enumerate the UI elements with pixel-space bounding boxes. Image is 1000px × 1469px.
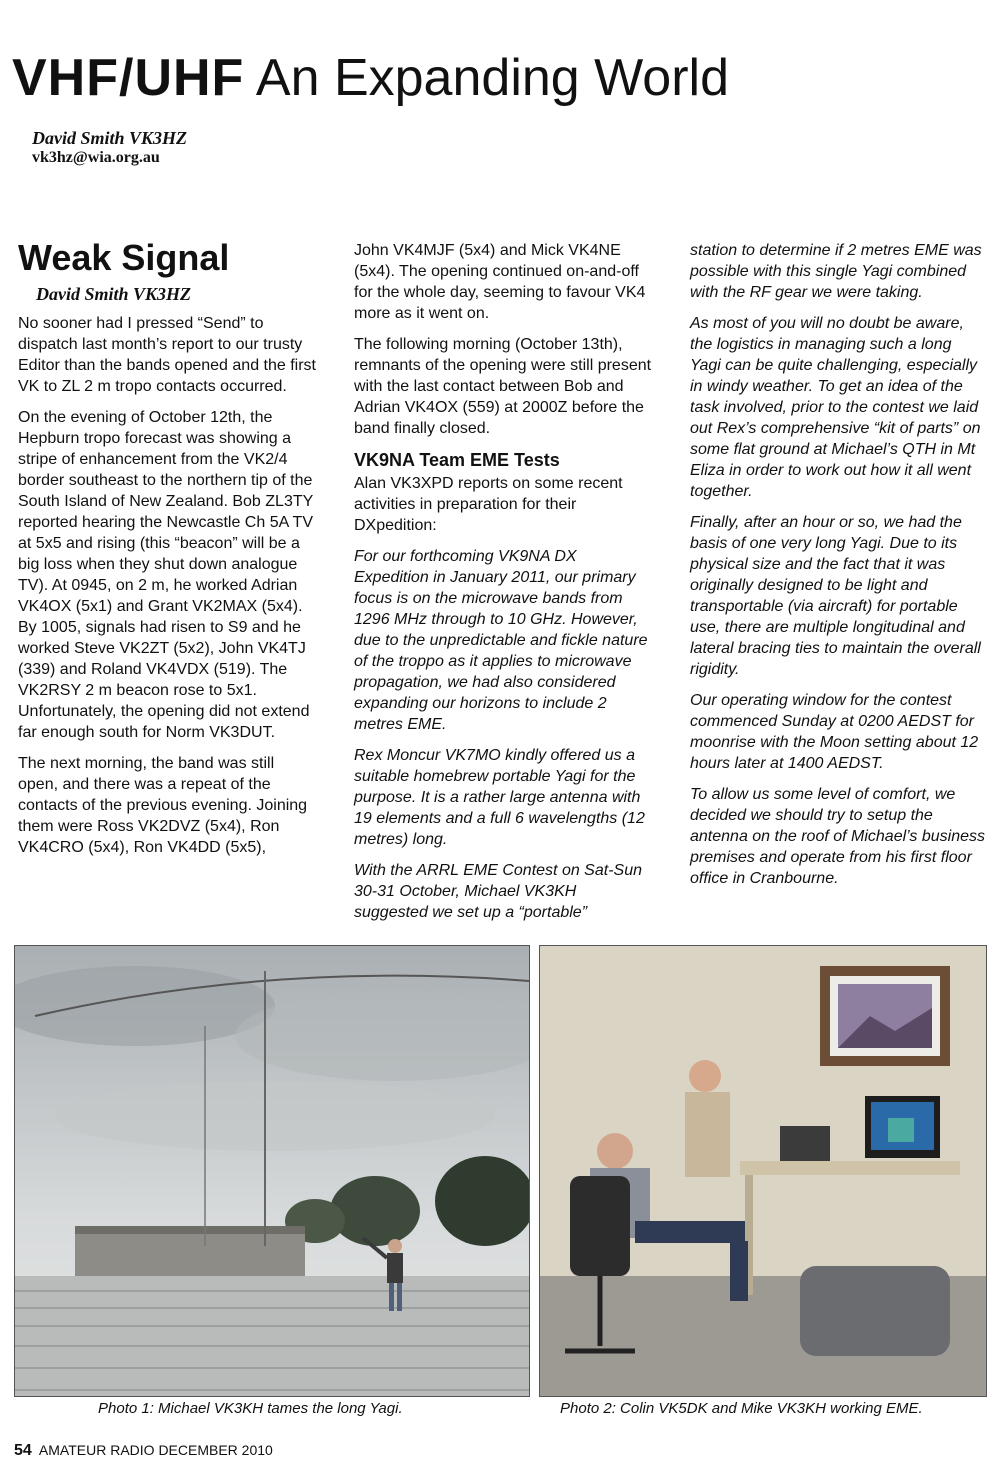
paragraph: Alan VK3XPD reports on some recent activities in preparation for their DXpedition: <box>354 475 623 534</box>
photo-2 <box>539 945 987 1397</box>
quote-paragraph: With the ARRL EME Contest on Sat-Sun 30-31 October, Michael VK3KH suggested we set up a “portable” <box>354 862 642 921</box>
paragraph: The following morning (October 13th), remnants of the opening were still present with the last contact between Bob and Adrian VK4OX (559) at 2000Z before the band finally closed. <box>354 336 652 437</box>
quote-paragraph: Our operating window for the contest commenced Sunday at 0200 AEDST for moonrise with the Moon setting about 12 hours later at 1400 AEDST. <box>690 692 979 772</box>
page-footer <box>14 1442 273 1460</box>
quote-paragraph: For our forthcoming VK9NA DX Expedition in January 2011, our primary focus is on the microwave bands from 1296 MHz through to 10 GHz. However, due to the unpredictable and fickle nature of the troppo as it applies to microwave propagation, we had also considered expanding our horizons to include 2 metres EME. <box>354 548 648 733</box>
byline-author: David Smith VK3HZ <box>32 128 188 148</box>
paragraph: No sooner had I pressed “Send” to dispatch last month’s report to our trusty Editor than the bands opened and the first VK to ZL 2 m tropo contacts occurred. <box>18 315 316 395</box>
photo-1-caption: Photo 1: Michael VK3KH tames the long Yagi. <box>98 1400 403 1417</box>
paragraph: On the evening of October 12th, the Hepburn tropo forecast was showing a stripe of enhancement from the VK2/4 border southeast to the northern tip of the South Island of New Zealand. Bob ZL3TY reported hearing the Newcastle Ch 5A TV at 5x5 and rising (this “beacon” will be a big loss when they shut down analogue TV). At 0945, on 2 m, he worked Adrian VK4OX (5x1) and Grant VK2MAX (5x4). By 1005, signals had risen to S9 and he worked Steve VK2ZT (5x2), John VK4TJ (339) and Roland VK4VDX (519). The VK2RSY 2 m beacon rose to 5x1. Unfortunately, the opening did not extend far enough south for Norm VK3DUT. <box>18 409 313 741</box>
quote-paragraph: station to determine if 2 metres EME was possible with this single Yagi combined with the RF gear we were taking. <box>690 242 982 301</box>
photo-2-caption: Photo 2: Colin VK5DK and Mike VK3KH working EME. <box>560 1400 923 1417</box>
publication-info: AMATEUR RADIO DECEMBER 2010 <box>38 1442 273 1458</box>
subheading: VK9NA Team EME Tests <box>354 450 560 470</box>
column-3 <box>690 240 985 899</box>
photo-2-illustration <box>540 946 986 1396</box>
photo-1 <box>14 945 530 1397</box>
paragraph: The next morning, the band was still open, and there was a repeat of the contacts of the previous evening. Joining them were Ross VK2DVZ (5x4), Ron VK4CRO (5x4), Ron VK4DD (5x5), <box>18 755 308 856</box>
quote-paragraph: To allow us some level of comfort, we decided we should try to setup the antenna on the roof of Michael’s business premises and operate from his first floor office in Cranbourne. <box>690 786 986 887</box>
paragraph: John VK4MJF (5x4) and Mick VK4NE (5x4). The opening continued on-and-off for the whole day, seeming to favour VK4 more as it went on. <box>354 242 646 322</box>
column-2 <box>354 240 654 933</box>
quote-paragraph: Finally, after an hour or so, we had the basis of one very long Yagi. Due to its physical size and the fact that it was originally designed to be light and transportable (via aircraft) for portable use, there are multiple longitudinal and lateral bracing ties to maintain the overall rigidity. <box>690 514 981 678</box>
section-author: David Smith VK3HZ <box>36 284 192 304</box>
quote-paragraph: As most of you will no doubt be aware, the logistics in managing such a long Yagi can be quite challenging, especially in windy weather. To get an idea of the task involved, prior to the contest we laid out Rex’s comprehensive “kit of parts” on some flat ground at Michael’s QTH in Mt Eliza in order to work out how it all went together. <box>690 315 981 500</box>
page-title <box>12 49 730 107</box>
page-number: 54 <box>14 1442 32 1459</box>
section-heading: Weak Signal <box>18 237 230 278</box>
column-1 <box>18 238 318 868</box>
title-rest: An Expanding World <box>255 49 730 107</box>
photo-1-illustration <box>15 946 529 1396</box>
byline <box>32 128 187 168</box>
quote-paragraph: Rex Moncur VK7MO kindly offered us a suitable homebrew portable Yagi for the purpose. It is a rather large antenna with 19 elements and a full 6 wavelengths (12 metres) long. <box>354 747 645 848</box>
byline-email: vk3hz@wia.org.au <box>32 149 160 166</box>
title-bold: VHF/UHF <box>12 49 245 107</box>
